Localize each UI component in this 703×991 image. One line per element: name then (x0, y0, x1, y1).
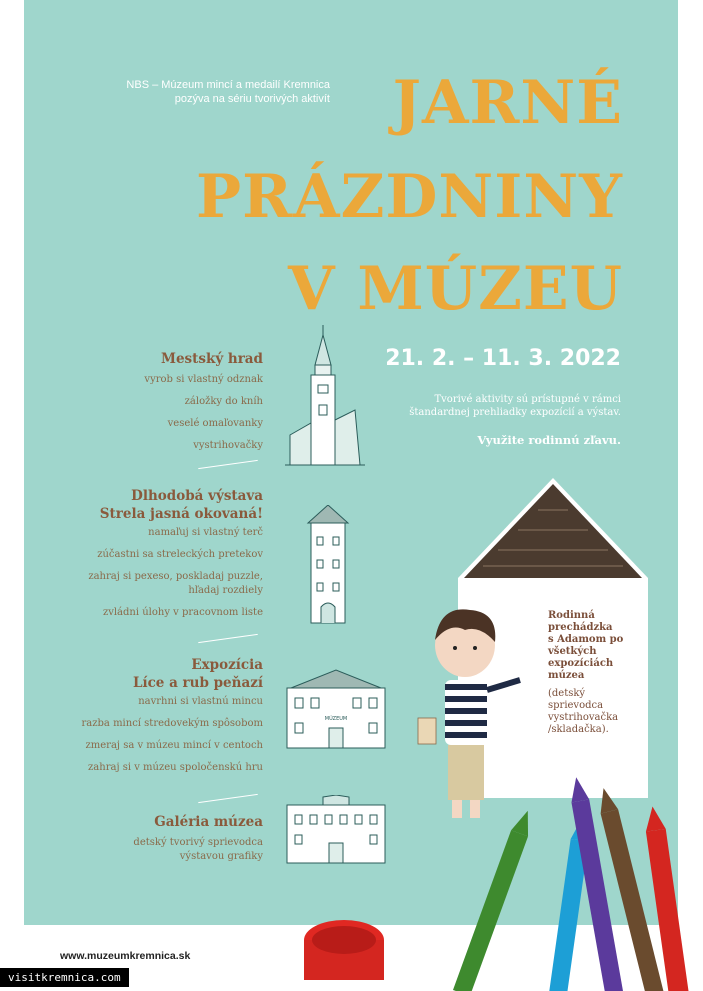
section-expozicia (13, 656, 263, 784)
intro-line-1: NBS – Múzeum mincí a medailí Kremnica (126, 79, 330, 91)
title-line-3: V MÚZEU (287, 254, 623, 324)
tower-illustration (303, 505, 353, 625)
activity-item: výstavou grafiky (179, 851, 263, 862)
promo-title (548, 610, 648, 682)
section-title-line-2: Líce a rub peňazí (132, 675, 263, 691)
section-dlhodoba-vystava (13, 487, 263, 629)
promo-desc-line: /skladačka). (548, 724, 609, 735)
promo-desc-line: vystrihovačka (548, 712, 619, 723)
museum-sign: MÚZEUM (324, 716, 348, 722)
intro-line-2: pozýva na sériu tvorivých aktivít (174, 93, 330, 105)
intro-text (30, 78, 330, 106)
activity-item: zahraj si pexeso, poskladaj puzzle, (88, 571, 263, 582)
section-mestsky-hrad (13, 350, 263, 462)
website-url[interactable]: www.muzeumkremnica.sk (60, 950, 191, 962)
activity-item: vystrihovačky (193, 440, 263, 451)
castle-tower-illustration (285, 325, 365, 470)
family-discount: Využite rodinnú zľavu. (477, 433, 621, 447)
section-title-line-1: Expozícia (191, 657, 263, 673)
activity-item: záložky do kníh (184, 396, 263, 407)
activity-item: namaľuj si vlastný terč (148, 527, 263, 538)
watermark: visitkremnica.com (0, 968, 129, 987)
activity-item: detský tvorivý sprievodca (133, 837, 263, 848)
section-title (13, 487, 263, 523)
access-note-line-2: štandardnej prehliadky expozícií a výstav. (409, 407, 621, 418)
activity-item: vyrob si vlastný odznak (144, 374, 263, 385)
access-note (371, 393, 621, 419)
section-title-line-1: Dlhodobá výstava (131, 488, 263, 504)
promo-title-line: s Adamom po (548, 634, 624, 645)
promo-desc-line: (detský (548, 688, 586, 699)
promo-title-line: prechádzka (548, 622, 613, 633)
promo-title-line: všetkých (548, 646, 597, 657)
section-title: Mestský hrad (161, 351, 263, 367)
activity-item: navrhni si vlastnú mincu (138, 696, 263, 707)
activity-item: zmeraj sa v múzeu mincí v centoch (85, 740, 263, 751)
activity-item: razba mincí stredovekým spôsobom (81, 718, 263, 729)
promo-title-line: Rodinná (548, 610, 595, 621)
event-dates: 21. 2. – 11. 3. 2022 (385, 346, 621, 371)
museum-building-illustration (283, 668, 389, 750)
section-galeria (13, 813, 263, 873)
activity-item: veselé omaľovanky (167, 418, 263, 429)
section-title-line-2: Strela jasná okovaná! (99, 506, 263, 522)
section-title: Galéria múzea (154, 814, 263, 830)
promo-description (548, 688, 648, 736)
crayons-and-paint-illustration (300, 770, 703, 991)
family-walk-promo (548, 610, 648, 736)
access-note-line-1: Tvorivé aktivity sú prístupné v rámci (434, 394, 621, 405)
title-line-2: PRÁZDNINY (196, 162, 623, 232)
promo-title-line: expozíciách (548, 658, 614, 669)
promo-desc-line: sprievodca (548, 700, 604, 711)
section-title (13, 656, 263, 692)
promo-title-line: múzea (548, 670, 585, 681)
activity-item: zahraj si v múzeu spoločenskú hru (88, 762, 263, 773)
activity-item: hľadaj rozdiely (188, 585, 263, 596)
title-line-1: JARNÉ (392, 68, 623, 138)
activity-item: zvládni úlohy v pracovnom liste (102, 607, 263, 618)
activity-item: zúčastni sa streleckých pretekov (97, 549, 263, 560)
